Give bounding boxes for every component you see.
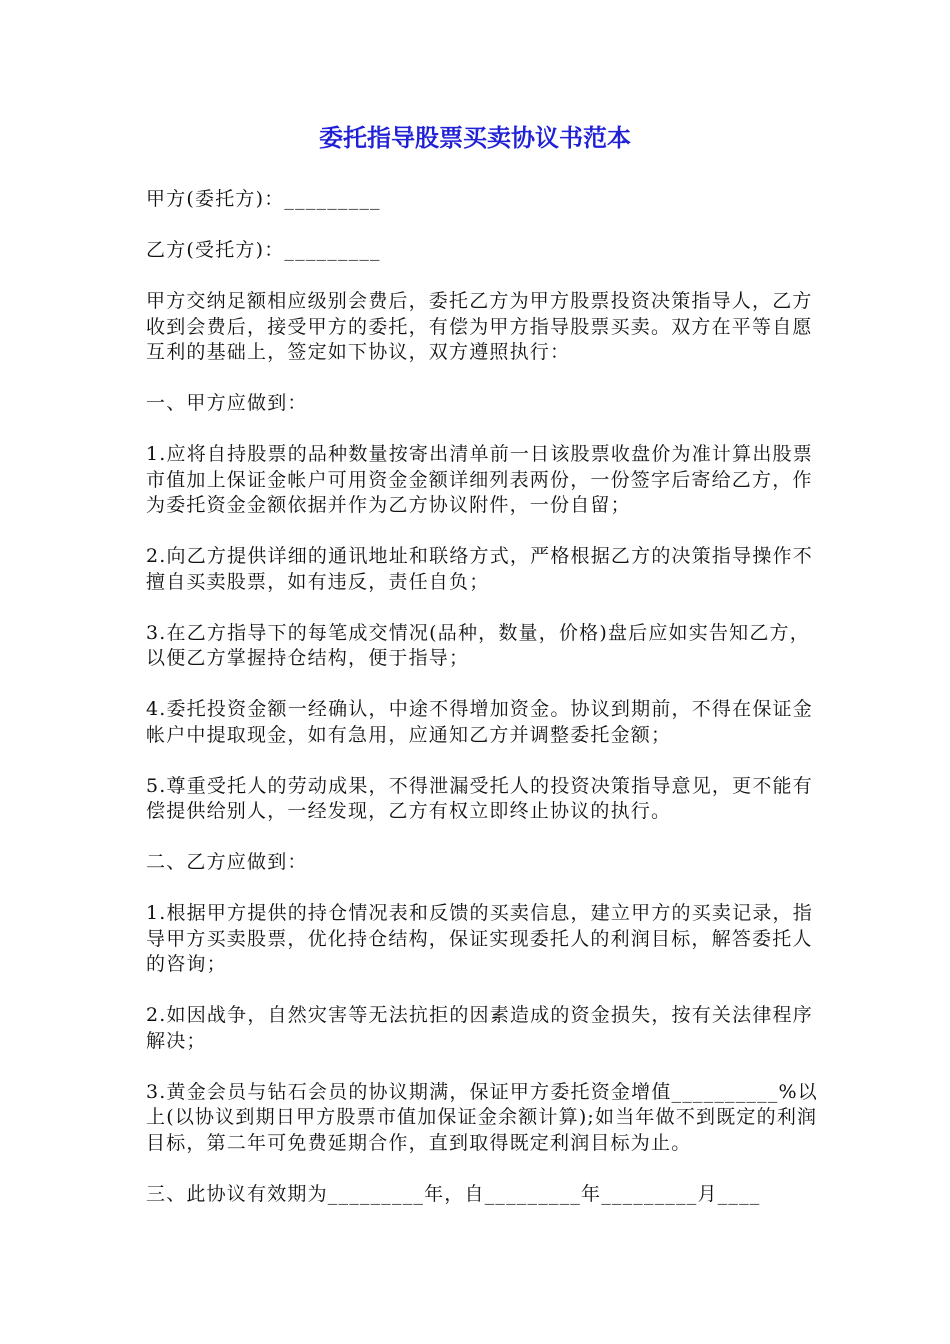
party-a-clause-4: 4.委托投资金额一经确认，中途不得增加资金。协议到期前，不得在保证金帐户中提取现金，如有急用，应通知乙方并调整委托金额；	[146, 698, 813, 746]
document-title: 委托指导股票买卖协议书范本	[319, 124, 631, 152]
party-b-clause-1: 1.根据甲方提供的持仓情况表和反馈的买卖信息，建立甲方的买卖记录，指导甲方买卖股票，优化持仓结构，保证实现委托人的利润目标，解答委托人的咨询；	[146, 902, 813, 975]
document-body	[146, 187, 818, 1233]
party-b-line: 乙方(受托方)：_________	[146, 239, 381, 261]
party-a-line: 甲方(委托方)：_________	[146, 188, 381, 210]
preamble-paragraph: 甲方交纳足额相应级别会费后，委托乙方为甲方股票投资决策指导人，乙方收到会费后，接受甲方的委托，有偿为甲方指导股票买卖。双方在平等自愿互利的基础上，签定如下协议，双方遵照执行：	[146, 290, 813, 363]
party-a-clause-2: 2.向乙方提供详细的通讯地址和联络方式，严格根据乙方的决策指导操作不擅自买卖股票，如有违反，责任自负；	[146, 545, 813, 593]
validity-clause: 三、此协议有效期为_________年，自_________年_________月____	[146, 1182, 761, 1205]
party-a-clause-3: 3.在乙方指导下的每笔成交情况(品种，数量，价格)盘后应如实告知乙方，以便乙方掌握持仓结构，便于指导；	[146, 621, 810, 669]
party-a-clause-1: 1.应将自持股票的品种数量按寄出清单前一日该股票收盘价为准计算出股票市值加上保证金帐户可用资金金额详细列表两份，一份签字后寄给乙方，作为委托资金金额依据并作为乙方协议附件，一份自留；	[146, 443, 813, 516]
party-a-clause-5: 5.尊重受托人的劳动成果，不得泄漏受托人的投资决策指导意见，更不能有偿提供给别人，一经发现，乙方有权立即终止协议的执行。	[146, 774, 813, 822]
section-heading-party-b: 二、乙方应做到：	[146, 851, 308, 873]
section-heading-party-a: 一、甲方应做到：	[146, 392, 308, 414]
party-b-clause-3: 3.黄金会员与钻石会员的协议期满，保证甲方委托资金增值__________%以上(以协议到期日甲方股票市值加保证金余额计算);如当年做不到既定的利润目标，第二年可免费延期合作，直到取得既定利润目标为止。	[146, 1080, 818, 1154]
party-b-clause-2: 2.如因战争，自然灾害等无法抗拒的因素造成的资金损失，按有关法律程序解决；	[146, 1004, 813, 1052]
